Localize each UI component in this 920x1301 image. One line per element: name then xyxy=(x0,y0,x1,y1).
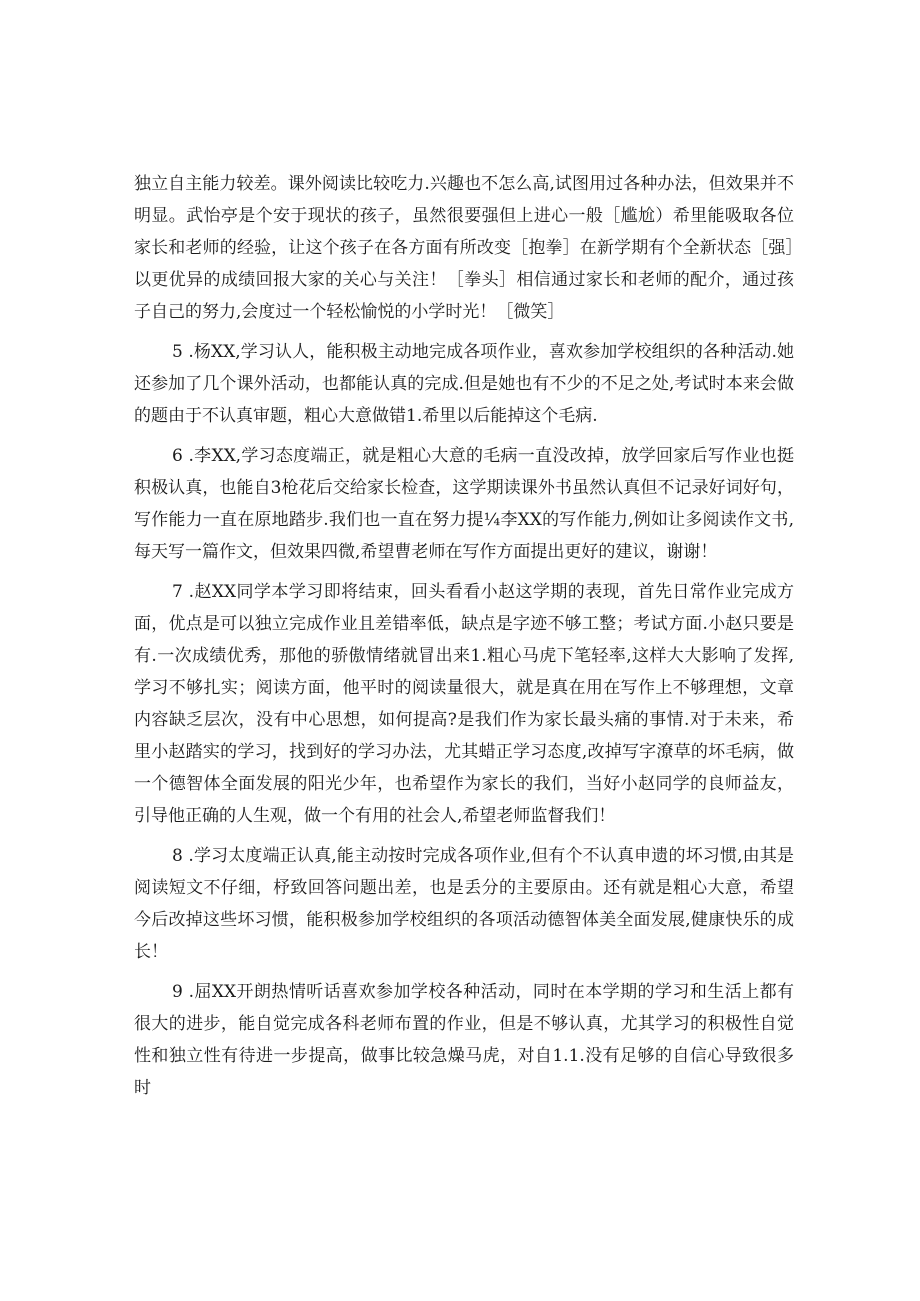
paragraph-item-7: 7 .赵XX同学本学习即将结束，回头看看小赵这学期的表现，首先日常作业完成方面，优点是可以独立完成作业且差错率低，缺点是字迹不够工整；考试方面.小赵只要是有.一次成绩优秀，那他的骄傲情绪就冒出来1.粗心马虎下笔轻率,这样大大影响了发挥,学习不够扎实；阅读方面，他平时的阅读量很大，就是真在用在写作上不够理想，文章内容缺乏层次，没有中心思想，如何提高?是我们作为家长最头痛的事情.对于未来，希里小赵踏实的学习，找到好的学习办法，尤其蜡正学习态度,改掉写字潦草的坏毛病，做一个德智体全面发展的阳光少年，也希望作为家长的我们，当好小赵同学的良师益友，引导他正确的人生观，做一个有用的社会人,希望老师监督我们！ xyxy=(134,582,794,826)
document-body xyxy=(134,168,794,1104)
paragraph-item-9: 9 .屈XX开朗热情听话喜欢参加学校各种活动，同时在本学期的学习和生活上都有很大的进步，能自觉完成各科老师布置的作业，但是不够认真，尤其学习的积极性自觉性和独立性有待进一步提高，做事比较急燥马虎，对自1.1.没有足够的自信心导致很多时 xyxy=(134,982,794,1098)
paragraph-item-6: 6 .李XX,学习态度端正，就是粗心大意的毛病一直没改掉，放学回家后写作业也挺积极认真，也能自3枪花后交给家长检查，这学期读课外书虽然认真但不记录好词好句，写作能力一直在原地踏步.我们也一直在努力提¼李XX的写作能力,例如让多阅读作文书,每天写一篇作文，但效果四微,希望曹老师在写作方面提出更好的建议，谢谢！ xyxy=(134,446,794,562)
paragraph-item-8: 8 .学习太度端正认真,能主动按时完成各项作业,但有个不认真申遗的坏习惯,由其是阅读短文不仔细，杼致回答问题出差，也是丢分的主要原由。还有就是粗心大意，希望今后改掉这些坏习惯，能积极参加学校组织的各项活动德智体美全面发展,健康快乐的成长！ xyxy=(134,846,794,962)
paragraph-continuation: 独立自主能力较差。课外阅读比较吃力.兴趣也不怎么高,试图用过各种办法，但效果并不明显。武怡亭是个安于现状的孩子，虽然很要强但上进心一般［尴尬）希里能吸取各位家长和老师的经验，让这个孩子在各方面有所改变［抱拳］在新学期有个全新状态［强］以更优异的成绩回报大家的关心与关注！［拳头］相信通过家长和老师的配介，通过孩子自己的努力,会度过一个轻松愉悦的小学时光！［微笑］ xyxy=(134,174,794,322)
paragraph-item-5: 5 .杨XX,学习认人，能积极主动地完成各项作业，喜欢参加学校组织的各种活动.她还参加了几个课外活动，也都能认真的完成.但是她也有不少的不足之处,考试时本来会做的题由于不认真审题，粗心大意做错1.希里以后能掉这个毛病. xyxy=(134,342,794,426)
